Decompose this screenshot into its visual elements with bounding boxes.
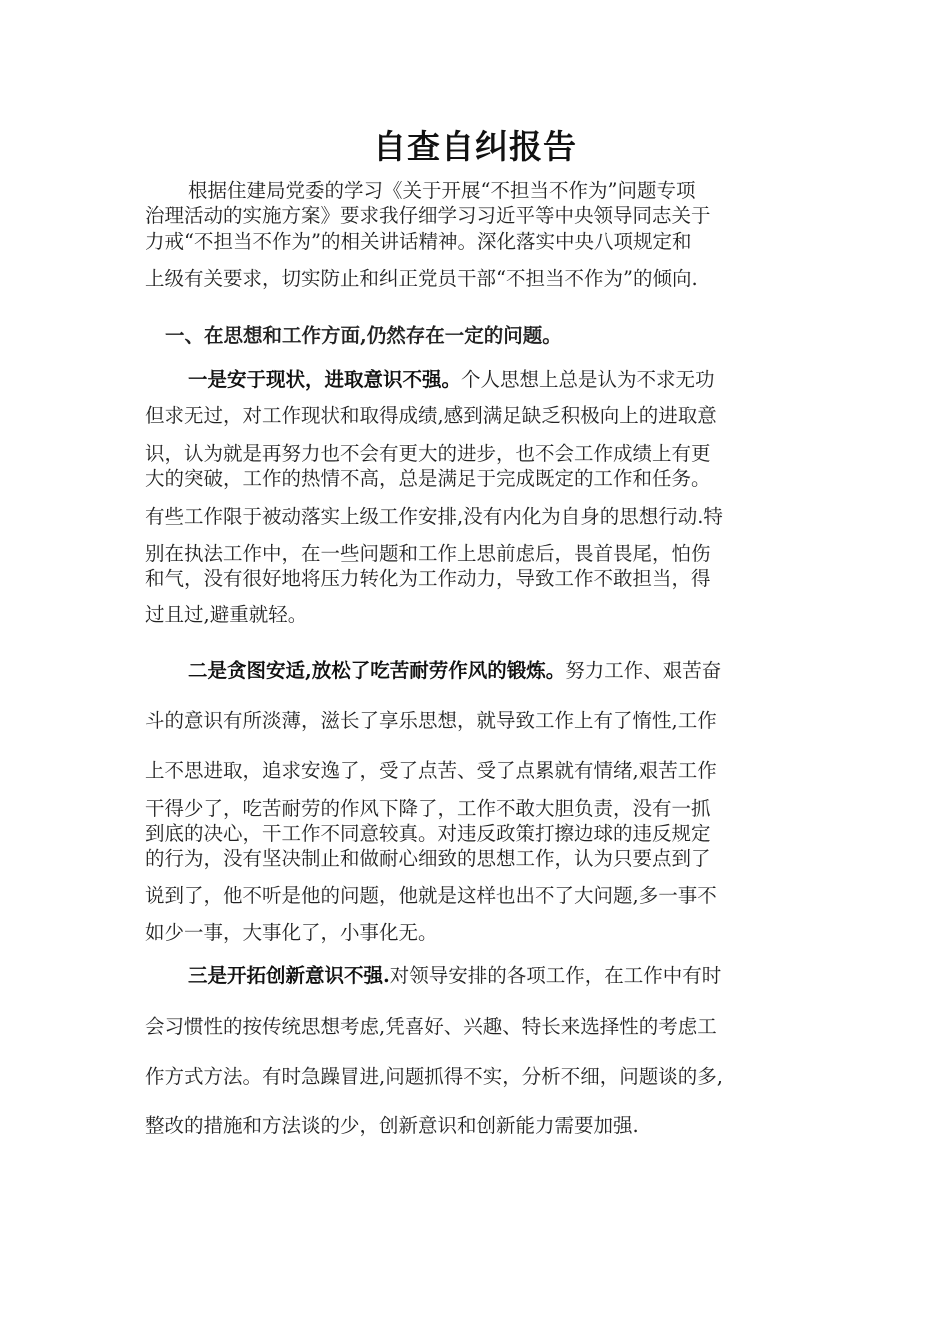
document-title: 自查自纠报告: [373, 127, 577, 166]
point2-line: 说到了，他不听是他的问题，他就是这样也出不了大问题,多一事不: [145, 884, 717, 907]
point1-first-line: [188, 366, 815, 394]
section-heading: 一、在思想和工作方面,仍然存在一定的问题。: [165, 324, 562, 347]
point1-line: 但求无过，对工作现状和取得成绩,感到满足缺乏积极向上的进取意: [145, 404, 717, 427]
point1-line: 有些工作限于被动落实上级工作安排,没有内化为自身的思想行动.特: [145, 505, 723, 528]
point2-line: 斗的意识有所淡薄，滋长了享乐思想，就导致工作上有了惰性,工作: [145, 709, 717, 732]
point2-first-rest: 努力工作、艰苦奋: [565, 659, 722, 682]
point2-line: 如少一事，大事化了，小事化无。: [145, 921, 438, 944]
point1-line: 识，认为就是再努力也不会有更大的进步，也不会工作成绩上有更: [145, 442, 711, 465]
point1-first-rest: 个人思想上总是认为不求无功: [461, 368, 715, 391]
point3-first-rest: 对领导安排的各项工作，在工作中有时: [389, 964, 722, 987]
intro-line: 力戒“不担当不作为”的相关讲话精神。深化落实中央八项规定和: [145, 230, 692, 253]
point1-line: 过且过,避重就轻。: [145, 603, 308, 626]
point3-line: 会习惯性的按传统思想考虑,凭喜好、兴趣、特长来选择性的考虑工: [145, 1015, 717, 1038]
point3-line: 作方式方法。有时急躁冒进,问题抓得不实，分析不细，问题谈的多,: [145, 1065, 723, 1088]
point2-line: 的行为，没有坚决制止和做耐心细致的思想工作，认为只要点到了: [145, 847, 711, 870]
point2-line: 上不思进取，追求安逸了，受了点苦、受了点累就有情绪,艰苦工作: [145, 759, 717, 782]
intro-line: 治理活动的实施方案》要求我仔细学习习近平等中央领导同志关于: [145, 204, 711, 227]
intro-line: 上级有关要求，切实防止和纠正党员干部“不担当不作为”的倾向.: [145, 267, 698, 290]
point3-line: 整改的措施和方法谈的少，创新意识和创新能力需要加强.: [145, 1114, 639, 1137]
point1-line: 别在执法工作中，在一些问题和工作上思前虑后，畏首畏尾，怕伤: [145, 542, 711, 565]
point3-first-line: [188, 962, 815, 990]
point1-line: 和气，没有很好地将压力转化为工作动力，导致工作不敢担当，得: [145, 567, 711, 590]
point2-line: 干得少了，吃苦耐劳的作风下降了，工作不敢大胆负责，没有一抓: [145, 797, 711, 820]
point2-lead: 二是贪图安适,放松了吃苦耐劳作风的锻炼。: [188, 659, 566, 682]
point1-line: 大的突破，工作的热情不高，总是满足于完成既定的工作和任务。: [145, 467, 711, 490]
intro-line: 根据住建局党委的学习《关于开展“不担当不作为”问题专项: [188, 179, 696, 202]
point2-line: 到底的决心，干工作不同意较真。对违反政策打擦边球的违反规定: [145, 822, 711, 845]
point3-lead: 三是开拓创新意识不强.: [188, 964, 390, 987]
point1-lead: 一是安于现状，进取意识不强。: [188, 368, 462, 391]
point2-first-line: [188, 657, 815, 685]
